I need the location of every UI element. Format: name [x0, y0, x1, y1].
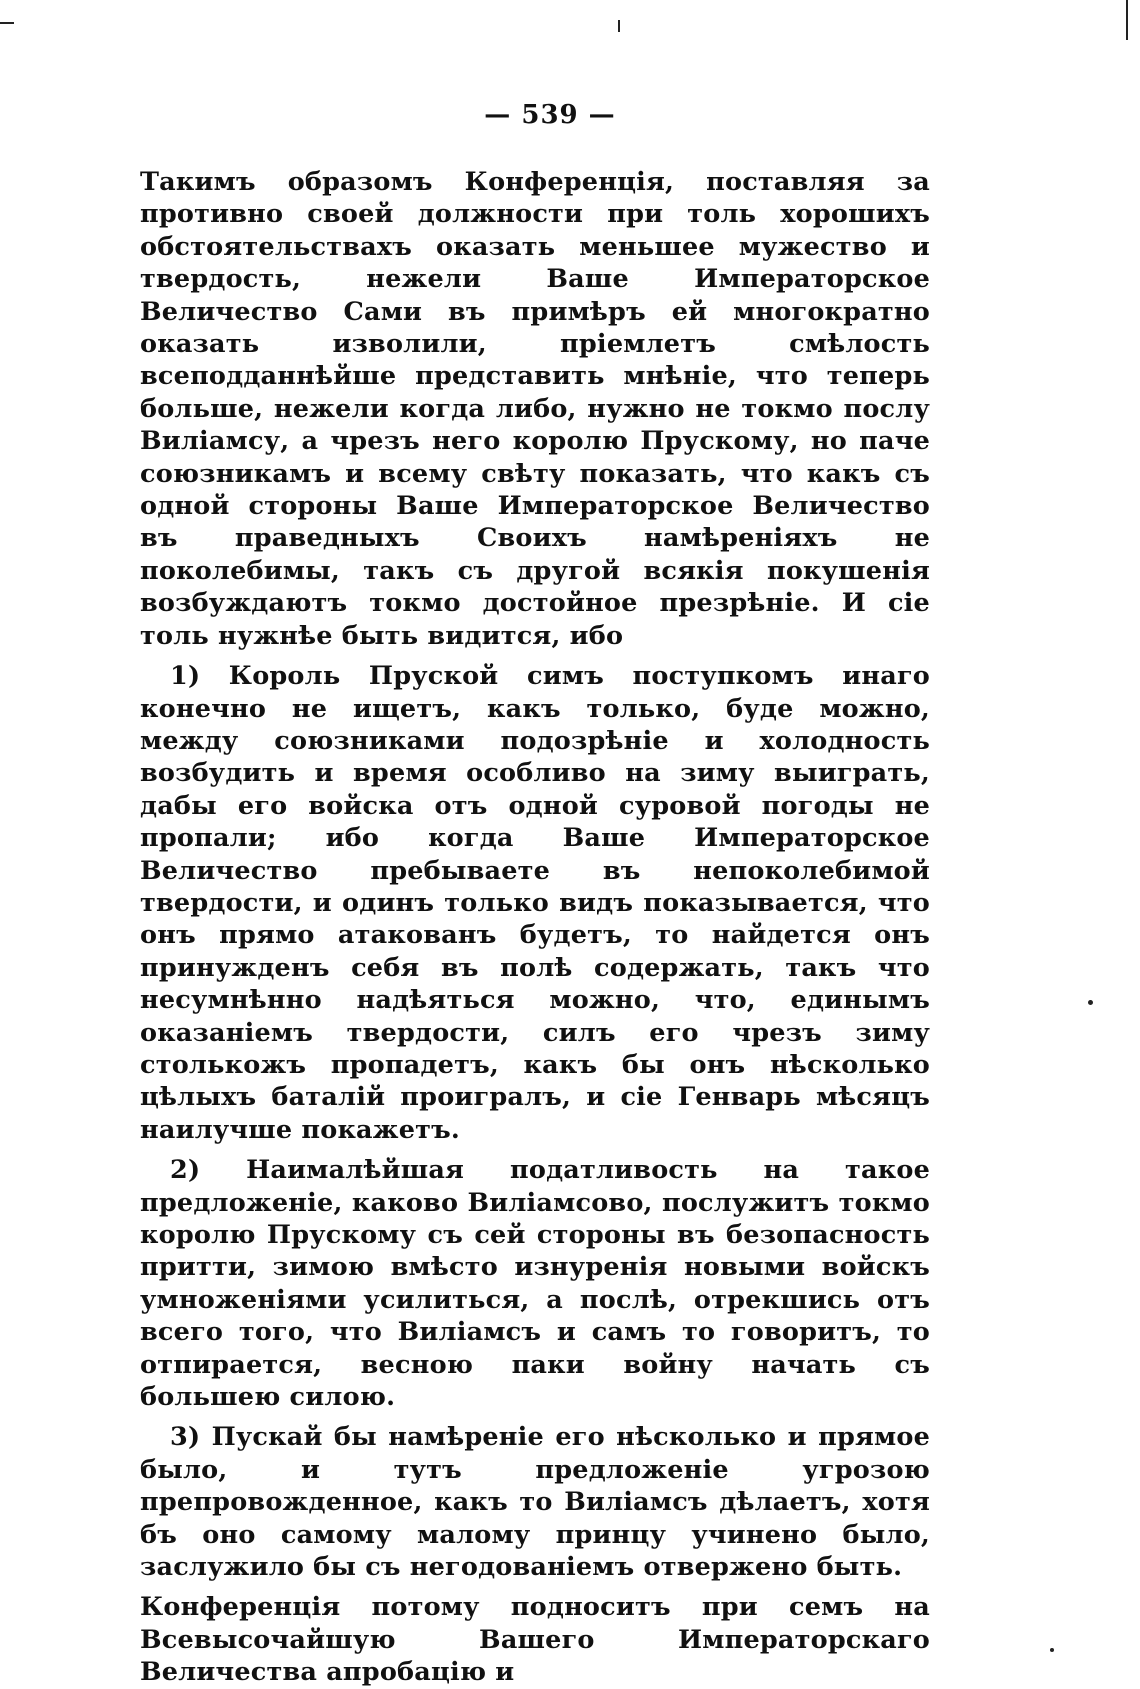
paragraph-point-2: 2) Наималѣйшая податливость на такое предложеніе, каково Виліамсово, послужитъ токмо королю Прускому съ сей стороны въ безопасность притти, зимою вмѣсто изнуренія новыми войскъ умноженіями усилиться, а послѣ, отрекшись отъ всего того, что Виліамсъ и самъ то говоритъ, то отпирается, весною паки войну начать съ большею силою.: [140, 1155, 930, 1413]
body-text: [140, 166, 930, 1689]
scan-speck: [618, 20, 620, 32]
scan-mark: [0, 22, 14, 24]
paragraph-intro: Такимъ образомъ Конференція, поставляя за противно своей должности при толь хорошихъ обстоятельствахъ оказать меньшее мужество и твердость, нежели Ваше Императорское Величество Сами въ примѣръ ей многократно оказать изволили, пріемлетъ смѣлость всеподданнѣйше представить мнѣніе, что теперь больше, нежели когда либо, нужно не токмо послу Виліамсу, а чрезъ него королю Прускому, но паче союзникамъ и всему свѣту показать, что какъ съ одной стороны Ваше Императорское Величество въ праведныхъ Своихъ намѣреніяхъ не поколебимы, такъ съ другой всякія покушенія возбуждаютъ токмо достойное презрѣніе. И сіе толь нужнѣе быть видится, ибо: [140, 167, 930, 651]
scan-edge-line: [1126, 0, 1128, 40]
paragraph-conclusion: Конференція потому подноситъ при семъ на Всевысочайшую Вашего Императорскаго Величества апробацію и: [140, 1592, 930, 1688]
paragraph-point-1: 1) Король Пруской симъ поступкомъ инаго конечно не ищетъ, какъ только, буде можно, между союзниками подозрѣніе и холодность возбудить и время особливо на зиму выиграть, дабы его войска отъ одной суровой погоды не пропали; ибо когда Ваше Императорское Величество пребываете въ непоколебимой твердости, и одинъ только видъ показывается, что онъ прямо атакованъ будетъ, то найдется онъ принужденъ себя въ полѣ содержать, такъ что несумнѣнно надѣяться можно, что, единымъ оказаніемъ твердости, силъ его чрезъ зиму столькожъ пропадетъ, какъ бы онъ нѣсколько цѣлыхъ баталій проигралъ, и сіе Генварь мѣсяцъ наилучше покажетъ.: [140, 661, 930, 1145]
paragraph-point-3: 3) Пускай бы намѣреніе его нѣсколько и прямое было, и тутъ предложеніе угрозою препровожденное, какъ то Виліамсъ дѣлаетъ, хотя бъ оно самому малому принцу учинено было, заслужило бы съ негодованіемъ отвержено быть.: [140, 1422, 930, 1583]
page-number: — 539 —: [484, 100, 616, 130]
scan-dot: [1050, 1648, 1054, 1652]
scan-dot: [1088, 1000, 1093, 1005]
